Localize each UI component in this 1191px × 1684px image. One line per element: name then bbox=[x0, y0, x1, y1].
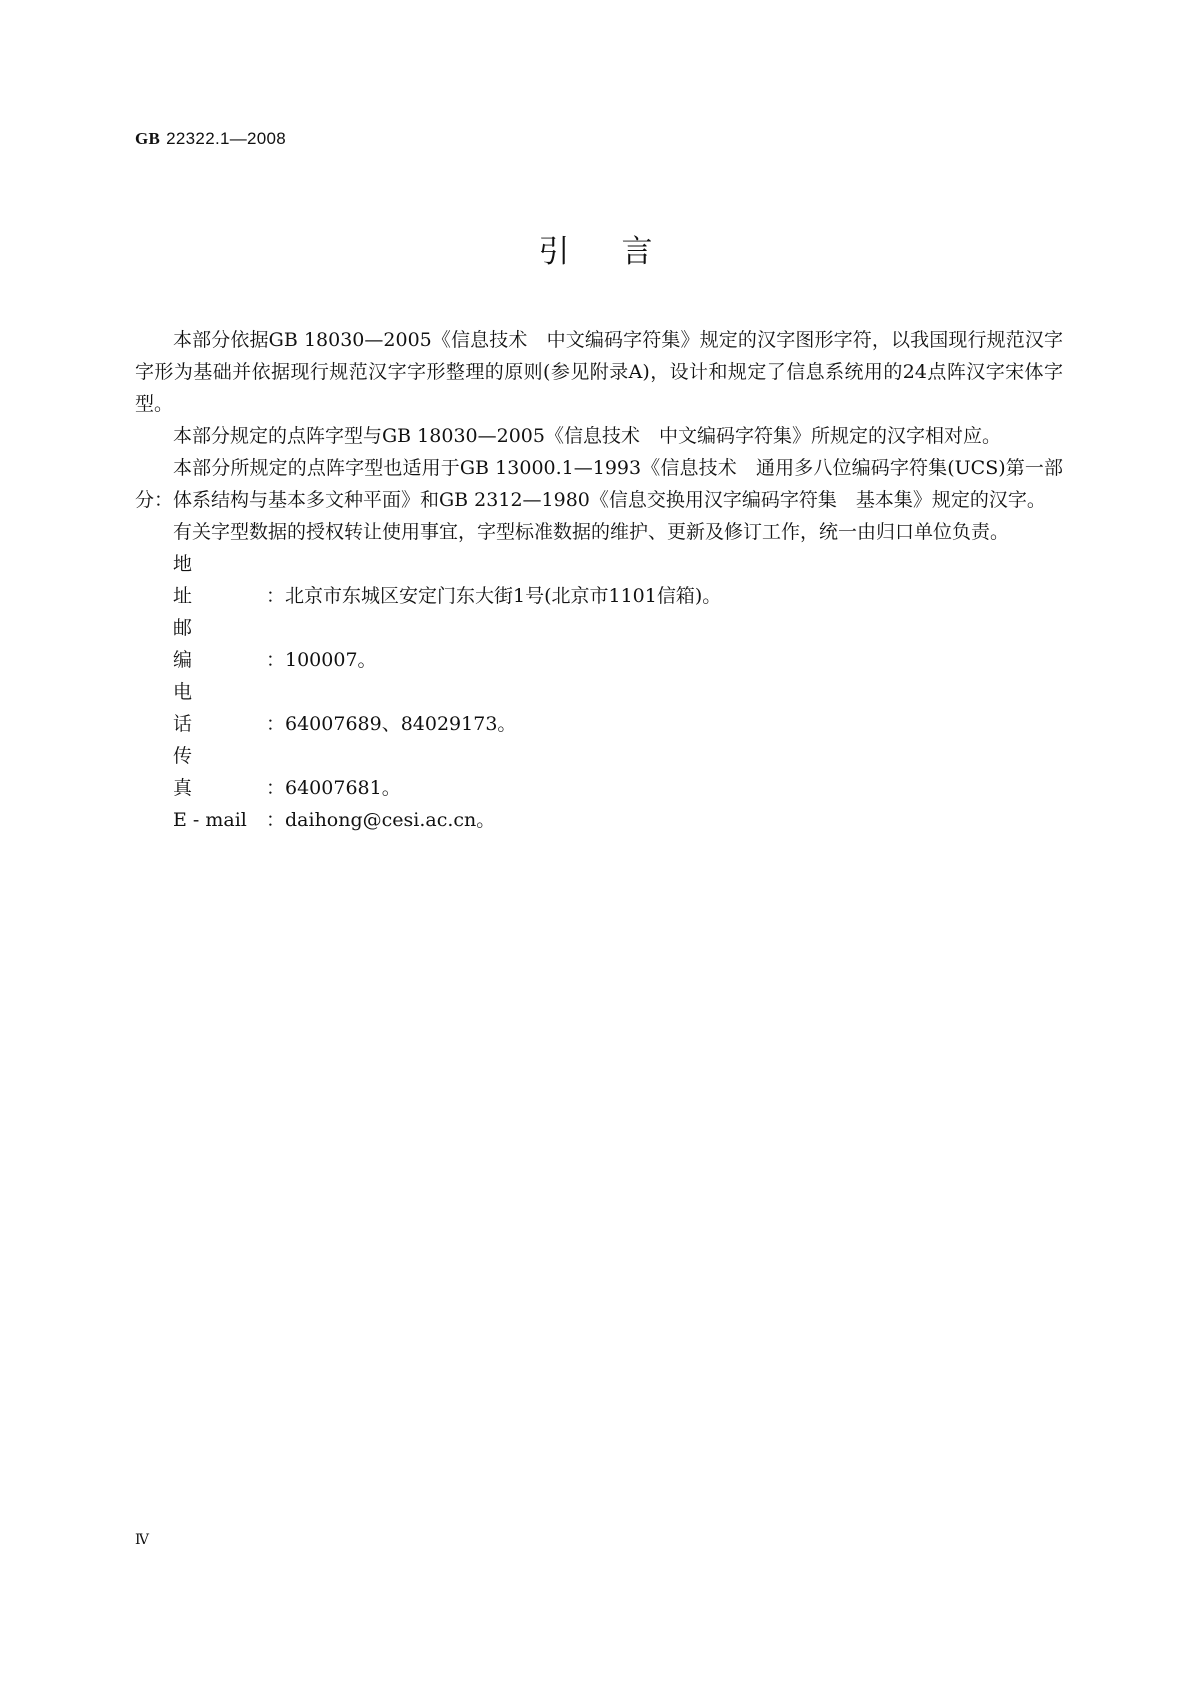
page-title: 引言 bbox=[538, 234, 705, 270]
fax-value: ：64007681。 bbox=[266, 777, 401, 799]
email-value: ：daihong@cesi.ac.cn。 bbox=[266, 809, 496, 831]
address-value: ：北京市东城区安定门东大街1号(北京市1101信箱)。 bbox=[266, 585, 722, 607]
postcode-value: ：100007。 bbox=[266, 649, 377, 671]
contact-phone bbox=[135, 676, 1063, 740]
document-body bbox=[135, 324, 1063, 836]
standard-prefix: GB bbox=[135, 129, 161, 148]
phone-label: 电话 bbox=[173, 681, 250, 735]
postcode-label: 邮编 bbox=[173, 617, 250, 671]
address-label: 地址 bbox=[173, 553, 250, 607]
paragraph-applicability: 本部分所规定的点阵字型也适用于GB 13000.1—1993《信息技术 通用多八位编码字符集(UCS)第一部分：体系结构与基本多文种平面》和GB 2312—1980《信息交换用汉字编码字符集 基本集》规定的汉字。 bbox=[135, 457, 1063, 511]
page-number: Ⅳ bbox=[135, 1533, 149, 1548]
contact-fax bbox=[135, 740, 1063, 804]
fax-label: 传真 bbox=[173, 745, 250, 799]
paragraph-correspondence: 本部分规定的点阵字型与GB 18030—2005《信息技术 中文编码字符集》所规定的汉字相对应。 bbox=[173, 425, 1001, 447]
email-label: E - mail bbox=[173, 809, 247, 831]
contact-address bbox=[135, 548, 1063, 612]
paragraph-licensing: 有关字型数据的授权转让使用事宜，字型标准数据的维护、更新及修订工作，统一由归口单位负责。 bbox=[173, 521, 1010, 543]
standard-number bbox=[135, 129, 286, 149]
phone-value: ：64007689、84029173。 bbox=[266, 713, 517, 735]
contact-postcode bbox=[135, 612, 1063, 676]
paragraph-basis: 本部分依据GB 18030—2005《信息技术 中文编码字符集》规定的汉字图形字符，以我国现行规范汉字字形为基础并依据现行规范汉字字形整理的原则(参见附录A)，设计和规定了信息系统用的24点阵汉字宋体字型。 bbox=[135, 329, 1063, 415]
contact-email bbox=[135, 804, 1063, 836]
standard-code: 22322.1—2008 bbox=[166, 129, 287, 148]
